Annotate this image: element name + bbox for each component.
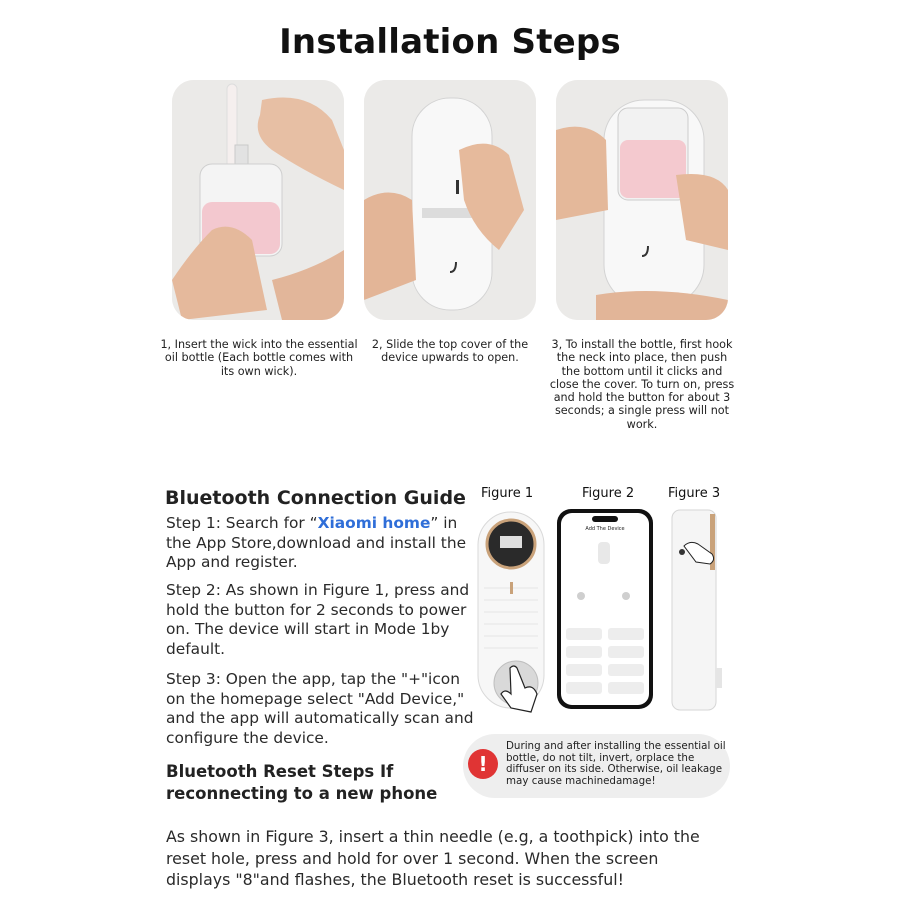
figure3-label: Figure 3 <box>668 486 721 501</box>
step2-caption: 2, Slide the top cover of the device upwards to open. <box>371 338 529 365</box>
step3-caption: 3, To install the bottle, first hook the neck into place, then push the bottom until it clicks and close the cover. To turn on, press and hold the button for about 3 seconds; a single press will not work. <box>549 338 735 431</box>
bluetooth-step3: Step 3: Open the app, tap the "+"icon on the homepage select "Add Device," and the app will automatically scan and configure the device. <box>166 670 474 747</box>
bluetooth-step2: Step 2: As shown in Figure 1, press and hold the button for 2 seconds to power on. The device will start in Mode 1by default. <box>166 581 470 658</box>
bluetooth-guide-title: Bluetooth Connection Guide <box>165 487 466 509</box>
step1-text-a: Step 1: Search for “ <box>166 514 318 532</box>
warning-text: During and after installing the essential oil bottle, do not tilt, invert, orplace the diffuser on its side. Otherwise, oil leakage may cause machinedamage! <box>506 740 726 787</box>
figure1-label: Figure 1 <box>481 486 534 501</box>
step1-caption: 1, Insert the wick into the essential oil bottle (Each bottle comes with its own wick). <box>160 338 358 378</box>
reset-steps-title: Bluetooth Reset Steps If reconnecting to a new phone <box>166 762 438 803</box>
figure2-label: Figure 2 <box>582 486 635 501</box>
figure2-header: Add The Device <box>585 526 625 532</box>
step1-app-name: Xiaomi home <box>317 514 431 532</box>
figure1-device-image <box>470 508 550 713</box>
step3-photo <box>556 80 728 320</box>
figure2-phone-image <box>556 508 654 710</box>
page-title: Installation Steps <box>279 22 621 62</box>
reset-steps-text: As shown in Figure 3, insert a thin needle (e.g, a toothpick) into the reset hole, press and hold for over 1 second. When the screen displays "8"and flashes, the Bluetooth reset is successful! <box>166 827 700 889</box>
bluetooth-step1 <box>166 514 476 573</box>
step1-photo <box>172 80 344 320</box>
figure3-side-image <box>668 508 726 713</box>
exclamation-icon: ! <box>468 749 498 779</box>
step2-photo <box>364 80 536 320</box>
step1-text-b: ” in the App Store,download and install the App and register. <box>166 514 467 571</box>
